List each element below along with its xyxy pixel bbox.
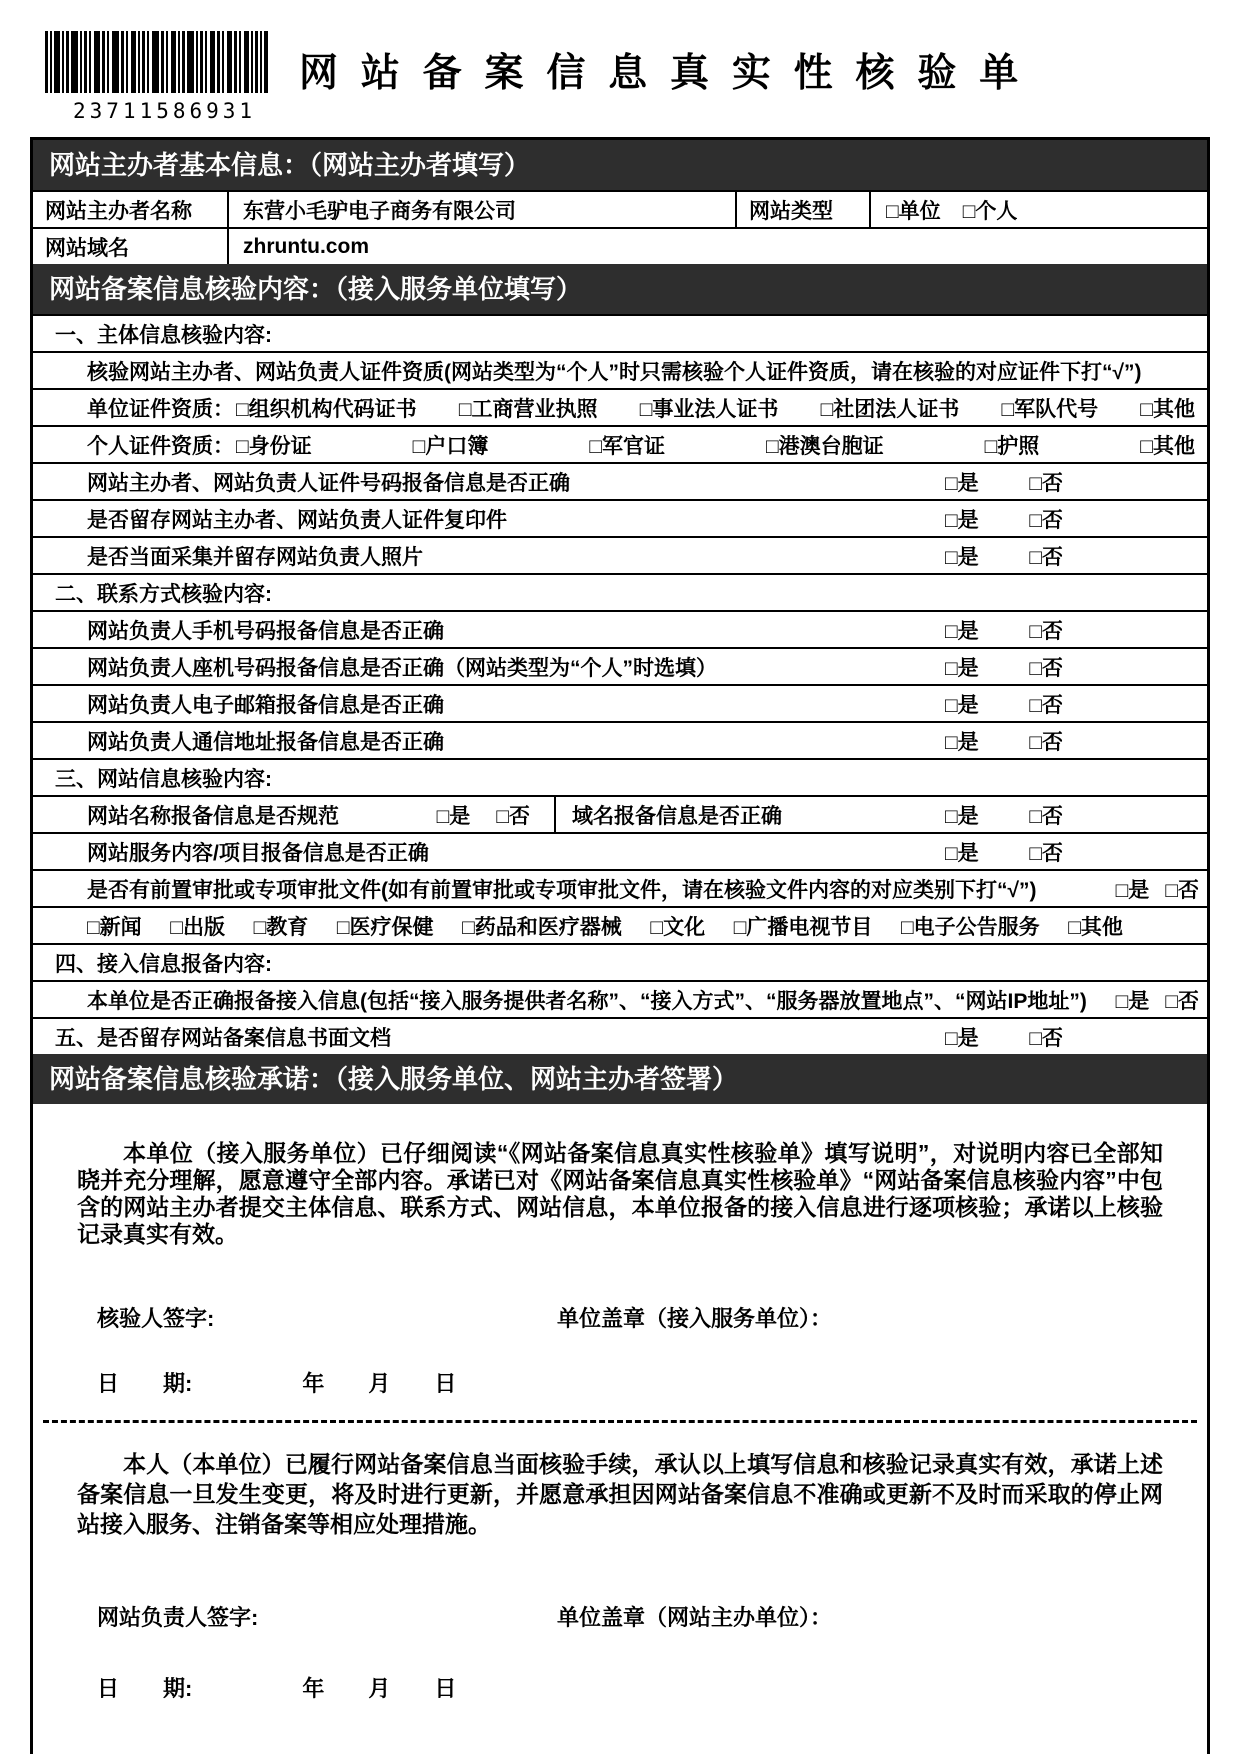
- no-checkbox[interactable]: □否: [1029, 1026, 1063, 1050]
- verify-section-4-row: [33, 943, 1207, 980]
- military-officer-cert-checkbox[interactable]: □军官证: [589, 434, 665, 458]
- unit-cert-options: [236, 393, 1207, 423]
- personal-cert-options: [236, 430, 1207, 460]
- yes-checkbox[interactable]: □是: [1115, 878, 1150, 902]
- yes-no-group: [945, 689, 1063, 719]
- yes-no-group: [1116, 985, 1199, 1015]
- question-label: 网站服务内容/项目报备信息是否正确: [87, 841, 429, 865]
- hk-macao-taiwan-cert-checkbox[interactable]: □港澳台胞证: [765, 434, 884, 458]
- yes-no-group: [437, 800, 530, 830]
- yes-checkbox[interactable]: □是: [945, 730, 979, 754]
- id-card-checkbox[interactable]: □身份证: [236, 434, 312, 458]
- landline-correct-row: [33, 647, 1207, 684]
- org-code-cert-checkbox[interactable]: □组织机构代码证书: [236, 397, 417, 421]
- yes-checkbox[interactable]: □是: [945, 545, 979, 569]
- verify-section-3-title: 三、网站信息核验内容:: [55, 767, 272, 791]
- question-label: 网站负责人手机号码报备信息是否正确: [87, 619, 444, 643]
- yes-checkbox[interactable]: □是: [945, 656, 979, 680]
- unit-other-checkbox[interactable]: □其他: [1140, 397, 1195, 421]
- service-content-row: [33, 832, 1207, 869]
- institution-cert-checkbox[interactable]: □事业法人证书: [639, 397, 779, 421]
- barcode-block: [45, 31, 285, 123]
- barcode-number: 23711586931: [73, 99, 257, 123]
- yes-checkbox[interactable]: □是: [945, 508, 979, 532]
- organizer-seal-label[interactable]: 单位盖章（网站主办单位）：: [557, 1605, 833, 1630]
- organizer-signature-row: [33, 1601, 1207, 1632]
- mobile-correct-row: [33, 610, 1207, 647]
- address-correct-row: [33, 721, 1207, 758]
- question-label: 网站负责人电子邮箱报备信息是否正确: [87, 693, 444, 717]
- verify-section-3-row: [33, 758, 1207, 795]
- verify-section-2-title: 二、联系方式核验内容:: [55, 582, 272, 606]
- dashed-divider: [43, 1420, 1197, 1423]
- question-label: 是否当面采集并留存网站负责人照片: [87, 545, 423, 569]
- yes-no-group: [945, 615, 1063, 645]
- section-header-promise: 网站备案信息核验承诺：（接入服务单位、网站主办者签署）: [33, 1054, 1207, 1104]
- yes-no-group: [945, 800, 1063, 830]
- category-other-checkbox[interactable]: □其他: [1068, 915, 1123, 939]
- barcode: [45, 31, 270, 93]
- yes-checkbox[interactable]: □是: [945, 693, 979, 717]
- verify-section-5-row: [33, 1017, 1207, 1054]
- yes-no-group: [945, 504, 1063, 534]
- yes-checkbox[interactable]: □是: [945, 804, 979, 828]
- verifier-signature-label[interactable]: 核验人签字:: [97, 1306, 215, 1331]
- document-header: [0, 0, 1240, 122]
- domain-value[interactable]: zhruntu.com: [227, 229, 1207, 264]
- yes-checkbox[interactable]: □是: [945, 471, 979, 495]
- education-checkbox[interactable]: □教育: [253, 915, 309, 939]
- organizer-name-value[interactable]: 东营小毛驴电子商务有限公司: [227, 192, 735, 227]
- personal-other-checkbox[interactable]: □其他: [1140, 434, 1195, 458]
- isp-seal-label[interactable]: 单位盖章（接入服务单位）：: [557, 1306, 833, 1331]
- yes-no-group: [945, 1022, 1063, 1052]
- yes-checkbox[interactable]: □是: [436, 804, 471, 828]
- approval-categories: [87, 911, 1207, 941]
- site-manager-signature-label[interactable]: 网站负责人签字:: [97, 1605, 259, 1630]
- household-register-checkbox[interactable]: □户口簿: [412, 434, 489, 458]
- no-checkbox[interactable]: □否: [496, 804, 530, 828]
- section-header-verify-content: 网站备案信息核验内容：（接入服务单位填写）: [33, 264, 1207, 314]
- passport-checkbox[interactable]: □护照: [984, 434, 1040, 458]
- bbs-service-checkbox[interactable]: □电子公告服务: [900, 915, 1040, 939]
- site-type-personal-checkbox[interactable]: □个人: [962, 199, 1018, 223]
- yes-checkbox[interactable]: □是: [945, 1026, 979, 1050]
- yes-no-group: [945, 652, 1063, 682]
- preapproval-row: [33, 869, 1207, 906]
- access-info-row: [33, 980, 1207, 1017]
- yes-checkbox[interactable]: □是: [1115, 989, 1150, 1013]
- cert-note-row: [33, 351, 1207, 388]
- question-label: 网站名称报备信息是否规范: [87, 804, 339, 828]
- question-label: 是否留存网站主办者、网站负责人证件复印件: [87, 508, 507, 532]
- no-checkbox[interactable]: □否: [1029, 804, 1063, 828]
- publishing-checkbox[interactable]: □出版: [170, 915, 225, 939]
- culture-checkbox[interactable]: □文化: [650, 915, 706, 939]
- yes-checkbox[interactable]: □是: [945, 619, 979, 643]
- no-checkbox[interactable]: □否: [1029, 656, 1063, 680]
- question-label: 网站主办者、网站负责人证件号码报备信息是否正确: [87, 471, 570, 495]
- verify-section-4-title: 四、接入信息报备内容:: [55, 952, 272, 976]
- question-label: 是否有前置审批或专项审批文件(如有前置审批或专项审批文件，请在核验文件内容的对应类别下打“√”): [87, 878, 1037, 902]
- promise-section: [33, 1140, 1207, 1754]
- sitename-cell: [33, 797, 556, 832]
- drugs-devices-checkbox[interactable]: □药品和医疗器械: [462, 915, 622, 939]
- question-label: 网站负责人通信地址报备信息是否正确: [87, 730, 444, 754]
- verification-form: [30, 137, 1210, 1754]
- question-label: 网站负责人座机号码报备信息是否正确（网站类型为“个人”时选填）: [87, 656, 717, 680]
- no-checkbox[interactable]: □否: [1029, 841, 1063, 865]
- verify-section-2-row: [33, 573, 1207, 610]
- no-checkbox[interactable]: □否: [1029, 693, 1063, 717]
- question-label: 本单位是否正确报备接入信息(包括“接入服务提供者名称”、“接入方式”、“服务器放置地点”、“网站IP地址”): [87, 989, 1087, 1013]
- no-checkbox[interactable]: □否: [1029, 619, 1063, 643]
- yes-no-group: [945, 837, 1063, 867]
- yes-checkbox[interactable]: □是: [945, 841, 979, 865]
- cert-copy-row: [33, 499, 1207, 536]
- no-checkbox[interactable]: □否: [1029, 508, 1063, 532]
- cert-note-text: 核验网站主办者、网站负责人证件资质(网站类型为“个人”时只需核验个人证件资质，请在核验的对应证件下打“√”): [87, 360, 1142, 384]
- no-checkbox[interactable]: □否: [1029, 730, 1063, 754]
- email-correct-row: [33, 684, 1207, 721]
- yes-no-group: [945, 541, 1063, 571]
- question-label: 域名报备信息是否正确: [572, 804, 782, 828]
- no-checkbox[interactable]: □否: [1165, 878, 1199, 902]
- organizer-promise-paragraph: 本人（本单位）已履行网站备案信息当面核验手续，承认以上填写信息和核验记录真实有效，承诺上述备案信息一旦发生变更，将及时进行更新，并愿意承担因网站备案信息不准确或更新不及时而采取的停止网站接入服务、注销备案等相应处理措施。: [77, 1451, 1163, 1537]
- page-title: 网 站 备 案 信 息 真 实 性 核 验 单: [299, 52, 1025, 95]
- organizer-name-label: 网站主办者名称: [45, 199, 192, 223]
- verify-section-1-row: [33, 314, 1207, 351]
- idnum-correct-row: [33, 462, 1207, 499]
- organizer-date-line[interactable]: 日 期: 年 月 日: [97, 1676, 457, 1701]
- verify-section-5-title: 五、是否留存网站备案信息书面文档: [55, 1026, 391, 1050]
- site-type-options: [869, 192, 1207, 227]
- photo-collect-row: [33, 536, 1207, 573]
- personal-cert-label: 个人证件资质：: [87, 434, 234, 458]
- yes-no-group: [945, 467, 1063, 497]
- no-checkbox[interactable]: □否: [1029, 545, 1063, 569]
- military-code-checkbox[interactable]: □军队代号: [1001, 397, 1099, 421]
- yes-no-group: [1116, 874, 1199, 904]
- unit-cert-row: [33, 388, 1207, 425]
- no-checkbox[interactable]: □否: [1029, 471, 1063, 495]
- broadcast-tv-checkbox[interactable]: □广播电视节目: [733, 915, 873, 939]
- personal-cert-row: [33, 425, 1207, 462]
- domain-label: 网站域名: [45, 236, 129, 260]
- isp-signature-row: [33, 1302, 1207, 1333]
- isp-promise-paragraph: 本单位（接入服务单位）已仔细阅读“《网站备案信息真实性核验单》填写说明”，对说明内容已全部知晓并充分理解，愿意遵守全部内容。承诺已对《网站备案信息真实性核验单》“网站备案信息核验内容”中包含的网站主办者提交主体信息、联系方式、网站信息，本单位报备的接入信息进行逐项核验；承诺以上核验记录真实有效。: [77, 1140, 1163, 1247]
- association-cert-checkbox[interactable]: □社团法人证书: [820, 397, 960, 421]
- unit-cert-label: 单位证件资质：: [87, 397, 234, 421]
- site-type-unit-checkbox[interactable]: □单位: [886, 199, 941, 223]
- organizer-name-row: [33, 190, 1207, 227]
- verify-section-1-title: 一、主体信息核验内容:: [55, 323, 272, 347]
- no-checkbox[interactable]: □否: [1165, 989, 1199, 1013]
- domain-correct-cell: [556, 797, 1207, 832]
- site-type-label: 网站类型: [735, 192, 869, 227]
- section-header-basic-info: 网站主办者基本信息：（网站主办者填写）: [33, 140, 1207, 190]
- business-license-checkbox[interactable]: □工商营业执照: [458, 397, 598, 421]
- isp-date-line[interactable]: 日 期: 年 月 日: [97, 1371, 457, 1396]
- yes-no-group: [945, 726, 1063, 756]
- approval-categories-row: [33, 906, 1207, 943]
- news-checkbox[interactable]: □新闻: [87, 915, 142, 939]
- sitename-domain-row: [33, 795, 1207, 832]
- domain-row: [33, 227, 1207, 264]
- healthcare-checkbox[interactable]: □医疗保健: [336, 915, 434, 939]
